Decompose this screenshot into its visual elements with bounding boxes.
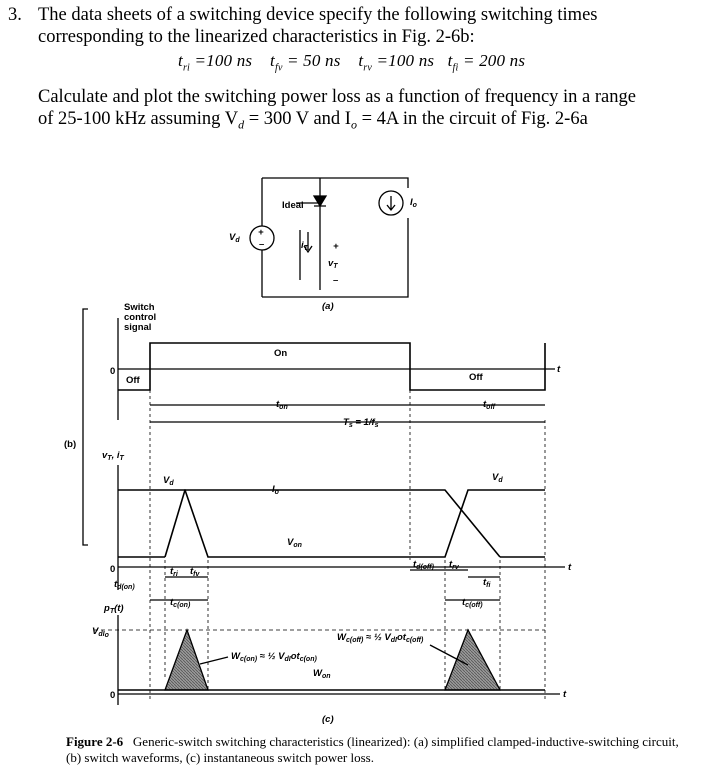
vd-left-label: $V_d$ xyxy=(163,475,174,487)
it-waveform xyxy=(165,490,500,557)
trv-label: $t_{rv}$ xyxy=(449,559,459,571)
problem-number: 3. xyxy=(8,5,22,25)
problem-intro: The data sheets of a switching device specify the following switching times corresponding to the linearized characteristics in Fig. 2-6b: xyxy=(38,5,598,47)
vt-minus: – xyxy=(333,275,339,286)
switch-control-waveform xyxy=(83,309,555,545)
svg-text:control: control xyxy=(124,312,157,323)
caption-text: Generic-switch switching characteristics (linearized): (a) simplified clamped-inductive-switching circuit, (b) switch waveforms, (c) instantaneous switch power loss. xyxy=(66,734,679,765)
wc-on-label: $W_{c(on)}$ ≈ ½ $V_{dI}ot_{c(on)}$ xyxy=(231,651,317,663)
caption-figure-label: Figure 2-6 xyxy=(66,734,124,749)
circuit-top-wire xyxy=(262,178,408,188)
ideal-label: Ideal xyxy=(282,200,304,211)
wc-on-triangle xyxy=(165,630,208,690)
task-line1: Calculate and plot the switching power loss as a function of frequency in a range xyxy=(38,87,636,107)
tfv-label: $t_{fv}$ xyxy=(190,566,200,578)
pt-t-axis: t xyxy=(563,689,567,700)
vt-label: $v_T$ xyxy=(328,258,338,270)
diode-icon xyxy=(314,196,326,206)
td-off-label: $t_{d(off)}$ xyxy=(413,559,434,571)
won-label: $W_{on}$ xyxy=(313,668,331,680)
time-tri: $t_{ri} =100$ ns xyxy=(178,51,253,74)
vi-zero: 0 xyxy=(110,564,116,575)
off-label-left: Off xyxy=(126,375,140,386)
tfi-label: $t_{fi}$ xyxy=(483,577,491,589)
von-label: $V_{on}$ xyxy=(287,537,302,549)
vertical-guides xyxy=(150,390,545,700)
vt-plus: + xyxy=(333,241,339,252)
sc-t-axis: t xyxy=(557,364,561,375)
vt-it-label: $v_T$, $i_T$ xyxy=(102,450,124,462)
time-tfv: $t_{fv} = 50$ ns xyxy=(270,51,341,74)
panel-a-label: (a) xyxy=(322,301,334,312)
it-label: $i_T$ xyxy=(301,240,308,252)
circuit-a xyxy=(250,178,408,297)
sc-zero: 0 xyxy=(110,366,116,377)
svg-text:signal: signal xyxy=(124,322,152,333)
panel-b-label: (b) xyxy=(64,439,77,450)
panel-c-label: (c) xyxy=(322,714,334,725)
sc-labels xyxy=(124,302,156,333)
io-circuit-label: $I_o$ xyxy=(410,197,417,209)
vd-minus: – xyxy=(259,239,265,250)
toff-sub-dims xyxy=(410,570,500,577)
panel-b-bracket xyxy=(83,309,88,545)
figure-caption xyxy=(66,734,686,766)
pt-label: $p_T(t)$ xyxy=(104,603,124,615)
vt-it-waveform xyxy=(118,465,565,600)
tc-off-label: $t_{c(off)}$ xyxy=(462,597,483,609)
toff-label: $t_{off}$ xyxy=(483,399,495,411)
ton-label: $t_{on}$ xyxy=(276,399,288,411)
pt-zero: 0 xyxy=(110,690,116,701)
task-line2: of 25-100 kHz assuming $V_d = 300$ V and $I_o = 4A$ in the circuit of Fig. 2-6a xyxy=(38,109,588,132)
wc-off-triangle xyxy=(445,630,500,690)
ts-label: $T_s = 1/f_s$ xyxy=(343,417,379,429)
off-label-right: Off xyxy=(469,372,483,383)
on-label: On xyxy=(274,348,288,359)
wc-on-leader xyxy=(200,657,228,664)
vdio-label: $V_{dI}o$ xyxy=(92,626,109,639)
power-waveform xyxy=(94,615,560,705)
time-trv: $t_{rv} =100$ ns xyxy=(358,51,435,74)
svg-text:Switch: Switch xyxy=(124,302,155,313)
vi-t-axis: t xyxy=(568,562,572,573)
tri-label: $t_{ri}$ xyxy=(170,566,178,578)
tc-on-label: $t_{c(on)}$ xyxy=(170,597,191,609)
wc-off-label: $W_{c(off)}$ ≈ ½ $V_{dI}ot_{c(off)}$ xyxy=(337,632,424,644)
time-tfi: $t_{fi} = 200$ ns xyxy=(447,51,526,74)
vd-circuit-label: $V_d$ xyxy=(229,232,240,244)
io-wave-label: $I_o$ xyxy=(272,484,279,496)
vd-right-label: $V_d$ xyxy=(492,472,503,484)
td-on-label: $t_{d(on)}$ xyxy=(114,579,135,591)
vd-plus: + xyxy=(258,227,264,238)
